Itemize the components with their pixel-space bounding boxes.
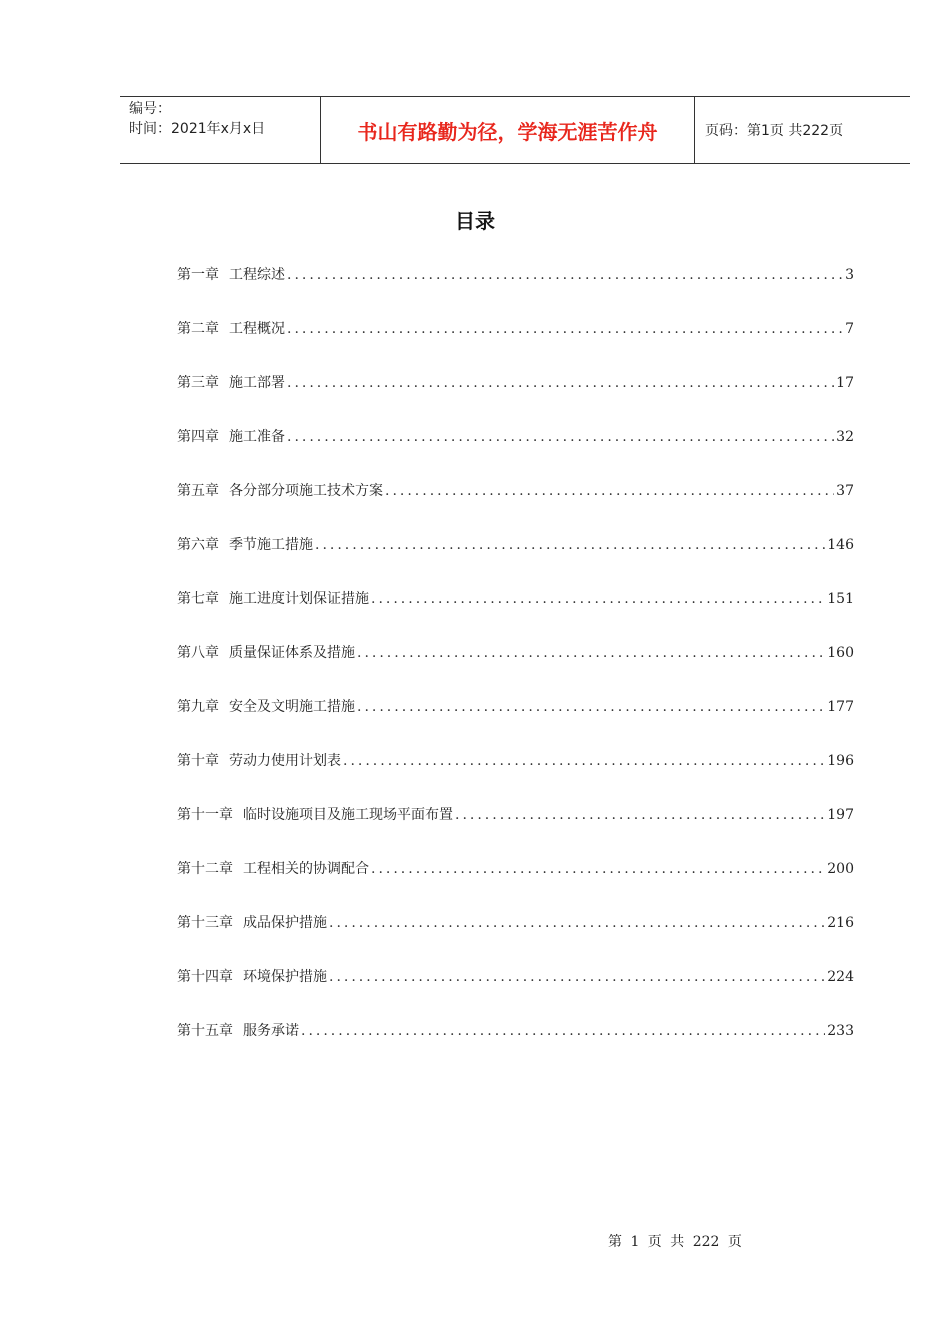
toc-leader-dots (301, 1020, 825, 1042)
toc-chapter-title: 各分部分项施工技术方案 (229, 483, 383, 499)
toc-chapter-title: 施工准备 (229, 429, 285, 445)
toc-leader-dots (329, 912, 825, 934)
toc-chapter-title: 服务承诺 (243, 1023, 299, 1039)
toc-item[interactable] (177, 912, 854, 966)
toc-chapter-number: 第四章 (177, 429, 219, 445)
toc-page-number: 151 (827, 591, 854, 607)
toc-item[interactable] (177, 966, 854, 1020)
toc-title: 目录 (455, 209, 495, 233)
toc-leader-dots (287, 372, 834, 394)
toc-item[interactable] (177, 426, 854, 480)
toc-leader-dots (287, 318, 843, 340)
toc-item[interactable] (177, 858, 854, 912)
toc-chapter-number: 第十五章 (177, 1023, 233, 1039)
header-page-cell (695, 97, 910, 163)
toc-page-number: 177 (827, 699, 854, 715)
toc-page-number: 160 (827, 645, 854, 661)
toc-item[interactable] (177, 1020, 854, 1074)
toc-chapter-title: 环境保护措施 (243, 969, 327, 985)
toc-chapter-number: 第二章 (177, 321, 219, 337)
toc-chapter-number: 第十一章 (177, 807, 233, 823)
toc-chapter-number: 第九章 (177, 699, 219, 715)
toc-chapter-title: 临时设施项目及施工现场平面布置 (243, 807, 453, 823)
toc-page-number: 146 (827, 537, 854, 553)
toc-leader-dots (371, 858, 825, 880)
toc-page-number: 200 (827, 861, 854, 877)
toc-leader-dots (287, 264, 843, 286)
toc-leader-dots (371, 588, 825, 610)
toc-chapter-title: 质量保证体系及措施 (229, 645, 355, 661)
toc-page-number: 216 (827, 915, 854, 931)
toc-chapter-title: 劳动力使用计划表 (229, 753, 341, 769)
toc-item[interactable] (177, 480, 854, 534)
toc-chapter-number: 第一章 (177, 267, 219, 283)
toc-chapter-title: 季节施工措施 (229, 537, 313, 553)
toc-leader-dots (287, 426, 834, 448)
toc-chapter-title: 工程综述 (229, 267, 285, 283)
toc-item[interactable] (177, 534, 854, 588)
toc-item[interactable] (177, 696, 854, 750)
document-date: 时间：2021年x月x日 (129, 121, 266, 137)
toc-leader-dots (357, 642, 825, 664)
toc-leader-dots (343, 750, 825, 772)
toc-chapter-number: 第十四章 (177, 969, 233, 985)
toc-page-number: 7 (845, 321, 854, 337)
toc-chapter-number: 第八章 (177, 645, 219, 661)
page-footer: 第 1 页 共 222 页 (608, 1234, 742, 1250)
toc-leader-dots (329, 966, 825, 988)
document-number-label: 编号： (129, 101, 171, 117)
toc-item[interactable] (177, 318, 854, 372)
toc-chapter-number: 第十章 (177, 753, 219, 769)
toc-page-number: 224 (827, 969, 854, 985)
toc-item[interactable] (177, 372, 854, 426)
toc-item[interactable] (177, 588, 854, 642)
toc-item[interactable] (177, 750, 854, 804)
toc-chapter-title: 工程概况 (229, 321, 285, 337)
toc-page-number: 3 (845, 267, 854, 283)
toc-chapter-number: 第五章 (177, 483, 219, 499)
toc-chapter-number: 第三章 (177, 375, 219, 391)
toc-list (177, 264, 854, 1074)
header-page-info: 页码：第1页 共222页 (705, 123, 844, 139)
toc-item[interactable] (177, 804, 854, 858)
toc-chapter-title: 施工部署 (229, 375, 285, 391)
document-header (120, 96, 910, 164)
toc-chapter-number: 第七章 (177, 591, 219, 607)
toc-chapter-title: 安全及文明施工措施 (229, 699, 355, 715)
toc-item[interactable] (177, 264, 854, 318)
toc-chapter-title: 成品保护措施 (243, 915, 327, 931)
toc-page-number: 196 (827, 753, 854, 769)
toc-page-number: 32 (836, 429, 854, 445)
header-motto: 书山有路勤为径，学海无涯苦作舟 (357, 119, 658, 144)
toc-chapter-number: 第十三章 (177, 915, 233, 931)
header-meta-cell (120, 97, 321, 163)
toc-leader-dots (357, 696, 825, 718)
toc-chapter-title: 工程相关的协调配合 (243, 861, 369, 877)
header-motto-cell (321, 97, 695, 163)
toc-leader-dots (455, 804, 825, 826)
toc-leader-dots (385, 480, 834, 502)
toc-chapter-number: 第六章 (177, 537, 219, 553)
toc-page-number: 17 (836, 375, 854, 391)
toc-item[interactable] (177, 642, 854, 696)
toc-page-number: 37 (836, 483, 854, 499)
toc-chapter-title: 施工进度计划保证措施 (229, 591, 369, 607)
toc-page-number: 233 (827, 1023, 854, 1039)
toc-chapter-number: 第十二章 (177, 861, 233, 877)
toc-page-number: 197 (827, 807, 854, 823)
toc-leader-dots (315, 534, 825, 556)
